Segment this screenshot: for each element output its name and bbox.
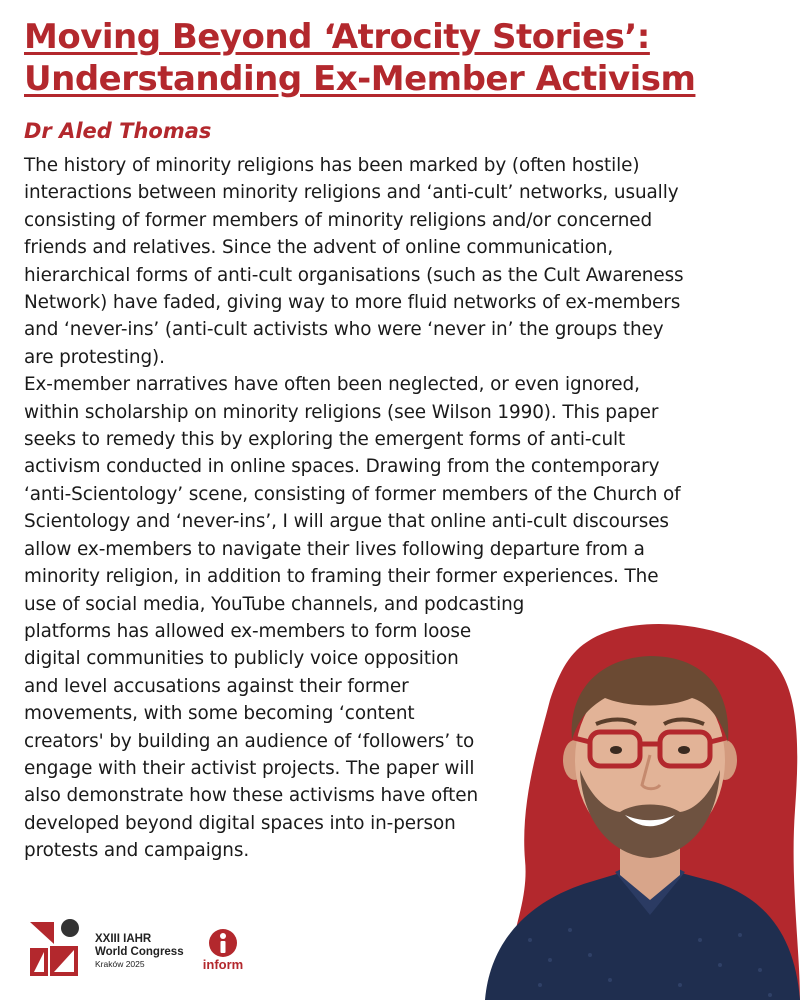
abstract-line: digital communities to publicly voice opposition <box>24 648 459 670</box>
abstract-line: Network) have faded, giving way to more fluid networks of ex-members <box>24 292 681 314</box>
abstract-line: and ‘never-ins’ (anti-cult activists who were ‘never in’ the groups they <box>24 319 664 341</box>
abstract-line: The history of minority religions has been marked by (often hostile) <box>24 155 640 176</box>
abstract-line: seeks to remedy this by exploring the emergent forms of anti-cult <box>24 429 626 451</box>
abstract-line: activism conducted in online spaces. Drawing from the contemporary <box>24 456 660 478</box>
title-line-2: Understanding Ex-Member Activism <box>24 59 696 99</box>
abstract-line: friends and relatives. Since the advent of online communication, <box>24 237 614 259</box>
abstract-line: use of social media, YouTube channels, and podcasting <box>24 593 525 615</box>
abstract-line: ‘anti-Scientology’ scene, consisting of former members of the Church of <box>24 483 681 505</box>
abstract-line: movements, with some becoming ‘content <box>24 703 415 725</box>
abstract-line: developed beyond digital spaces into in-person <box>24 812 456 834</box>
speaker-photo <box>470 620 800 1000</box>
congress-line-2: World Congress <box>95 946 184 958</box>
abstract-line: allow ex-members to navigate their lives following departure from a <box>24 538 645 560</box>
iahr-congress-logo-icon <box>30 918 90 978</box>
abstract-line: are protesting). <box>24 346 165 368</box>
abstract-line: and level accusations against their former <box>24 675 409 697</box>
abstract-line: also demonstrate how these activisms have often <box>24 785 479 807</box>
abstract-line: consisting of former members of minority religions and/or concerned <box>24 209 653 231</box>
poster-title <box>24 16 784 100</box>
abstract-line: within scholarship on minority religions (see Wilson 1990). This paper <box>24 401 659 423</box>
author-name: Dr Aled Thomas <box>24 119 212 143</box>
abstract-line: protests and campaigns. <box>24 840 250 862</box>
abstract-line: creators' by building an audience of ‘followers’ to <box>24 730 475 752</box>
inform-wordmark: inform <box>202 957 244 972</box>
speaker-portrait <box>470 620 800 1000</box>
abstract-line: Ex-member narratives have often been neglected, or even ignored, <box>24 374 640 396</box>
congress-line-1: XXIII IAHR <box>95 933 152 945</box>
abstract-line: Scientology and ‘never-ins’, I will argue that online anti-cult discourses <box>24 511 669 533</box>
inform-symbol-icon <box>198 928 248 960</box>
title-line-1: Moving Beyond ‘Atrocity Stories’: <box>24 17 650 57</box>
abstract-line: minority religion, in addition to framing their former experiences. The <box>24 566 659 588</box>
abstract-line: engage with their activist projects. The paper will <box>24 757 475 779</box>
congress-label <box>95 933 184 970</box>
inform-logo-icon <box>198 928 248 976</box>
abstract-line: hierarchical forms of anti-cult organisations (such as the Cult Awareness <box>24 264 684 286</box>
congress-line-3: Kraków 2025 <box>95 959 145 969</box>
abstract-line: interactions between minority religions and ‘anti-cult’ networks, usually <box>24 182 679 204</box>
abstract-line: platforms has allowed ex-members to form loose <box>24 620 472 642</box>
